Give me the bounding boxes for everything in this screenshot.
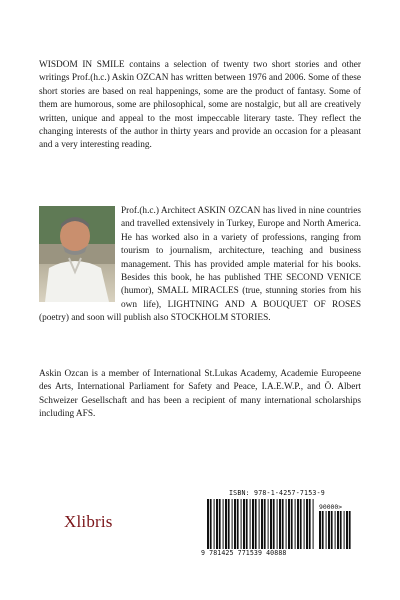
price-code: 90000> — [319, 503, 343, 511]
memberships-paragraph: Askin Ozcan is a member of International St.Lukas Academy, Academie Europeene des Arts, International Parliament for Safety and Peace, I.A.E.W.P., and Ö. Albert Schweizer Gesellschaft and has been a recipient of many international scholarships including AFS. — [39, 369, 361, 420]
barcode-bar — [223, 499, 224, 549]
author-photo — [39, 206, 115, 302]
barcode-bar — [219, 499, 221, 549]
barcode-bar — [252, 499, 254, 549]
barcode-bar — [340, 511, 342, 549]
barcode-bar — [313, 499, 314, 549]
barcode-bar — [255, 499, 257, 549]
intro-paragraph: WISDOM IN SMILE contains a selection of twenty two short stories and other writings Prof.(h.c.) Askin OZCAN has written between 1976 and 2006. Some of these short stories are based on real happenings, some are the product of fantasy. Some of them are humorous, some are philosophical, some are nostalgic, but all are creatively written, unique and appeal to the most impeccable literary taste. They reflect the changing interests of the author in thirty years and provide an occasion for a pleasant and a very interesting reading. — [39, 60, 361, 151]
barcode-bar — [232, 499, 233, 549]
barcode-bar — [243, 499, 245, 549]
barcode-bar — [237, 499, 239, 549]
barcode-bars — [207, 499, 315, 549]
barcode-bar — [328, 511, 330, 549]
barcode-addon-bars — [319, 511, 353, 549]
barcode-bar — [279, 499, 281, 549]
barcode-bar — [264, 499, 266, 549]
barcode-bar — [282, 499, 284, 549]
barcode-bar — [286, 499, 287, 549]
barcode-bar — [234, 499, 236, 549]
barcode-bar — [306, 499, 308, 549]
publisher-logo: Xlibris — [64, 512, 113, 531]
barcode-bar — [214, 499, 215, 549]
barcode-bar — [259, 499, 260, 549]
barcode-bar — [304, 499, 305, 549]
barcode-bar — [277, 499, 278, 549]
barcode-bar — [268, 499, 269, 549]
barcode-bar — [241, 499, 242, 549]
author-bio-text: Prof.(h.c.) Architect ASKIN OZCAN has lived in nine countries and travelled extensively in Turkey, Europe and North America. He has worked also in a variety of professions, ranging from tourism to journalism, architecture, teaching and business management. This has provided ample material for his books. Besides this book, he has published THE SECOND VENICE (humor), SMALL MIRACLES (true, stunning stories from his own life), LIGHTNING AND A BOUQUET OF ROSES (poetry) and soon will publish also STOCKHOLM STORIES. — [39, 206, 361, 324]
author-bio-section — [39, 205, 361, 326]
barcode-bar — [246, 499, 248, 549]
barcode-bar — [207, 499, 209, 549]
barcode-bar — [295, 499, 296, 549]
barcode-bar — [300, 499, 302, 549]
barcode-bar — [349, 511, 351, 549]
barcode-bar — [331, 511, 333, 549]
barcode-bar — [346, 511, 348, 549]
barcode-bar — [288, 499, 290, 549]
barcode-bar — [335, 511, 336, 549]
barcode-bar — [210, 499, 212, 549]
barcode-bar — [228, 499, 230, 549]
barcode-digits: 9 781425 771539 40888 — [201, 549, 287, 557]
barcode-bar — [225, 499, 227, 549]
barcode-bar — [261, 499, 263, 549]
isbn-barcode — [199, 489, 359, 563]
barcode-bar — [344, 511, 345, 549]
barcode-bar — [337, 511, 339, 549]
barcode-bar — [322, 511, 324, 549]
barcode-bar — [216, 499, 218, 549]
barcode-bar — [309, 499, 311, 549]
barcode-bar — [297, 499, 299, 549]
barcode-bar — [291, 499, 293, 549]
barcode-bar — [273, 499, 275, 549]
isbn-label: ISBN: 978-1-4257-7153-9 — [229, 489, 325, 497]
barcode-bar — [270, 499, 272, 549]
barcode-bar — [326, 511, 327, 549]
barcode-bar — [250, 499, 251, 549]
barcode-bar — [319, 511, 321, 549]
